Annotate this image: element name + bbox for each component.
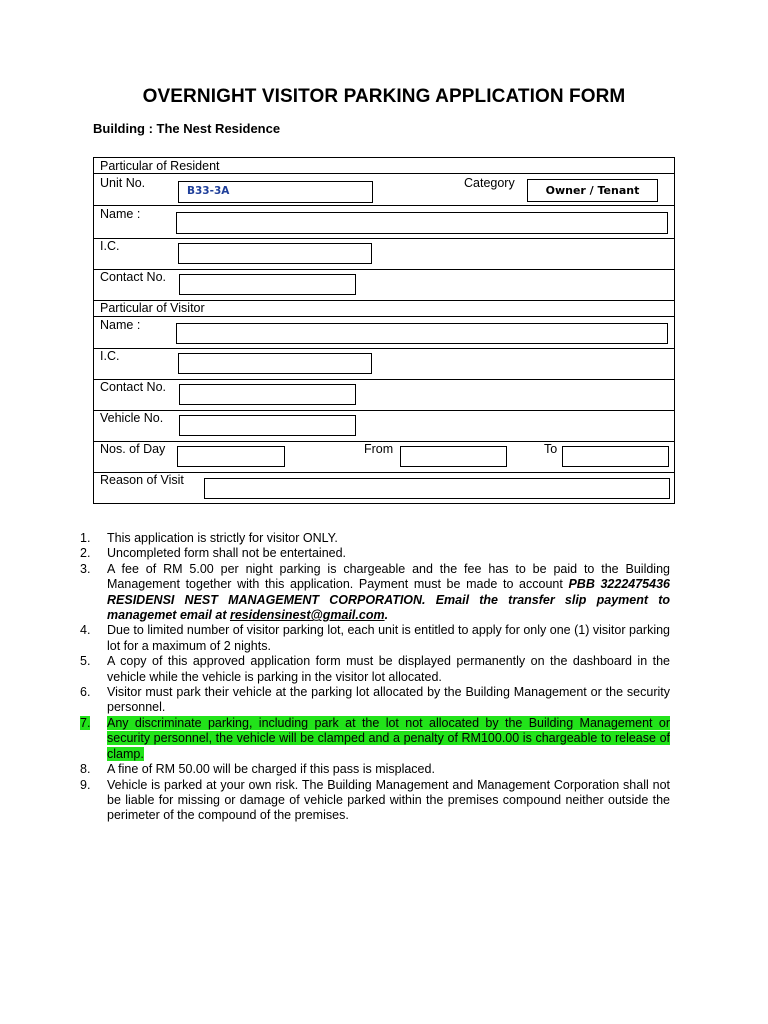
list-item: 8. A fine of RM 50.00 will be charged if this pass is misplaced. — [80, 762, 435, 777]
reason-label: Reason of Visit — [100, 473, 184, 487]
unit-field[interactable]: B33-3A — [178, 181, 373, 203]
from-label: From — [364, 442, 394, 456]
from-field[interactable] — [400, 446, 507, 467]
to-field[interactable] — [562, 446, 669, 467]
vehicle-field[interactable] — [179, 415, 356, 436]
divider — [94, 348, 674, 349]
list-item: 4. Due to limited number of visitor parking lot, each unit is entitled to apply for only one (1) visitor parking lot for a maximum of 2 nights. — [80, 623, 670, 653]
reason-field[interactable] — [204, 478, 670, 499]
list-item: 1. This application is strictly for visitor ONLY. — [80, 531, 338, 545]
list-item: 6. Visitor must park their vehicle at the parking lot allocated by the Building Management or the security personnel. — [80, 685, 670, 715]
visitor-ic-field[interactable] — [178, 353, 372, 374]
account-details: PBB 3222475436 RESIDENSI NEST MANAGEMENT CORPORATION. Email the transfer slip payment to managemet email at — [107, 577, 670, 623]
divider — [94, 379, 674, 380]
list-item: 2. Uncompleted form shall not be entertained. — [80, 546, 347, 561]
list-item: 3. A fee of RM 5.00 per night parking is chargeable and the fee has to be paid to the Building Management together with this application. Payment must be made to account PBB 3222475436 RESIDENSI NEST MANAGEMENT CORPORATION. Email the transfer slip payment to managemet email at residensinest@gmail.com. — [80, 561, 670, 623]
divider — [94, 410, 674, 411]
category-field[interactable]: Owner / Tenant — [527, 179, 658, 202]
resident-section-title: Particular of Resident — [100, 159, 220, 173]
resident-contact-label: Contact No. — [100, 270, 167, 284]
email-link[interactable]: residensinest@gmail.com — [229, 608, 385, 623]
terms-list — [80, 531, 670, 824]
unit-label: Unit No. — [100, 176, 146, 190]
to-label: To — [544, 442, 558, 456]
resident-contact-field[interactable] — [179, 274, 356, 295]
resident-name-label: Name : — [100, 207, 141, 221]
resident-ic-label: I.C. — [100, 239, 120, 253]
category-label: Category — [464, 176, 515, 190]
divider — [94, 316, 674, 317]
resident-name-field[interactable] — [176, 212, 668, 234]
visitor-contact-field[interactable] — [179, 384, 356, 405]
visitor-name-label: Name : — [100, 318, 141, 332]
visitor-section-title: Particular of Visitor — [100, 301, 205, 315]
building-name: Building : The Nest Residence — [93, 121, 281, 136]
divider — [94, 269, 674, 270]
application-form — [93, 157, 675, 504]
days-field[interactable] — [177, 446, 285, 467]
form-title: OVERNIGHT VISITOR PARKING APPLICATION FORM — [142, 86, 626, 107]
visitor-ic-label: I.C. — [100, 349, 120, 363]
visitor-name-field[interactable] — [176, 323, 668, 344]
divider — [94, 173, 674, 174]
list-item-highlighted: 7. Any discriminate parking, including park at the lot not allocated by the Building Management or security personnel, the vehicle will be clamped and a penalty of RM100.00 is chargeable to release of clamp. — [80, 715, 670, 761]
divider — [94, 205, 674, 206]
vehicle-label: Vehicle No. — [100, 411, 164, 425]
list-item: 9. Vehicle is parked at your own risk. The Building Management and Management Corporation shall not be liable for missing or damage of vehicle parked within the premises compound neither outside the perimeter of the compound of the premises. — [80, 777, 670, 823]
resident-ic-field[interactable] — [178, 243, 372, 264]
days-label: Nos. of Day — [100, 442, 166, 456]
visitor-contact-label: Contact No. — [100, 380, 167, 394]
divider — [94, 238, 674, 239]
list-item: 5. A copy of this approved application form must be displayed permanently on the dashboard in the vehicle while the vehicle is parking in the visitor lot allocated. — [80, 654, 670, 684]
